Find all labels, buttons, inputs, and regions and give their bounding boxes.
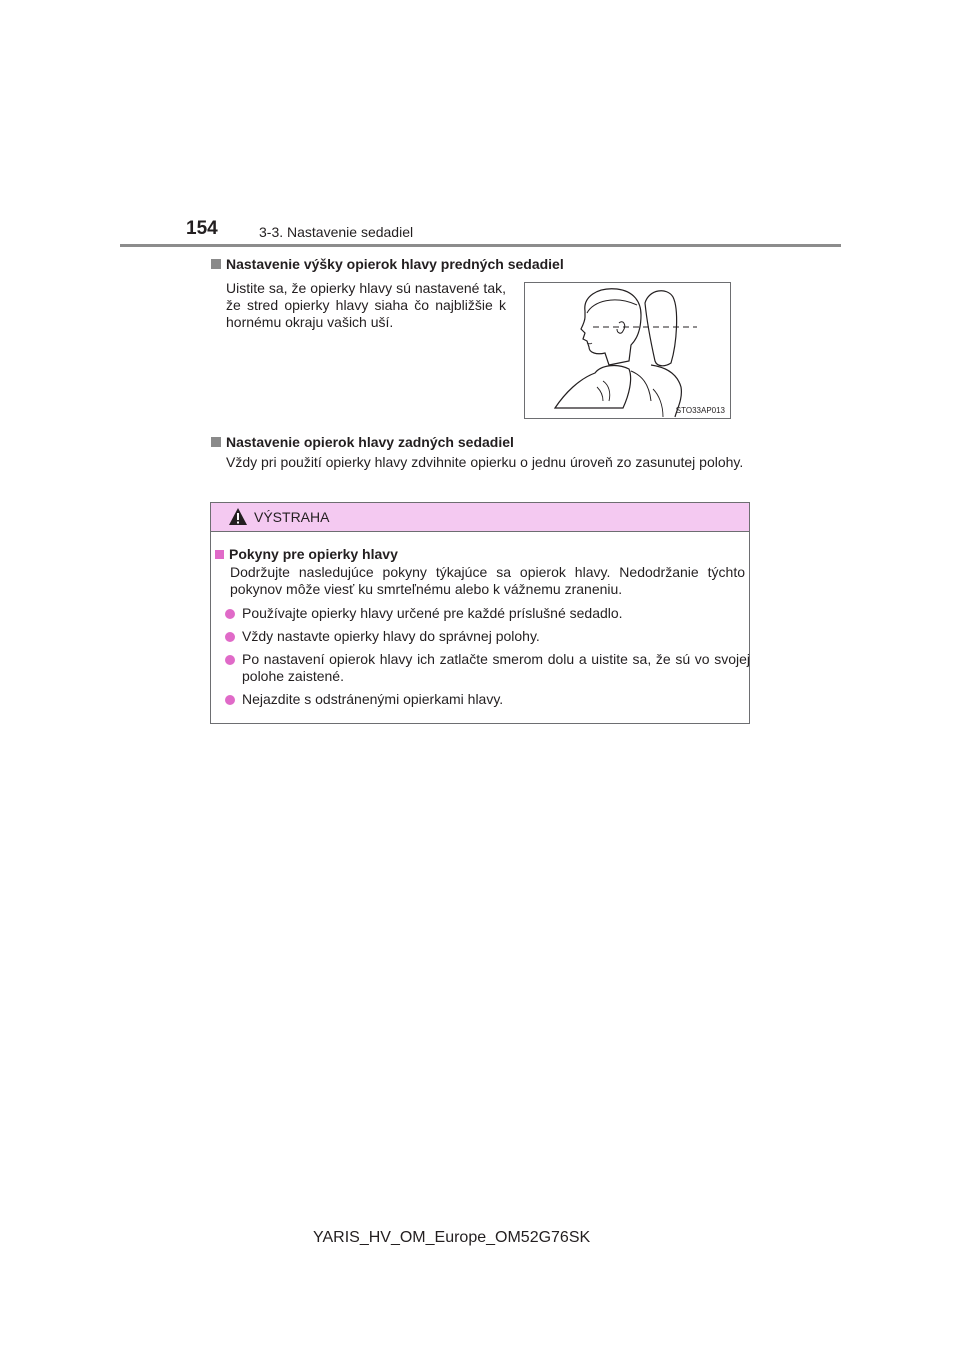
round-bullet-icon	[225, 695, 235, 705]
list-item-text: Po nastavení opierok hlavy ich zatlačte smerom dolu a uistite sa, že sú vo svojej polohe zaistené.	[242, 651, 750, 684]
front-heading-text: Nastavenie výšky opierok hlavy predných sedadiel	[226, 256, 564, 272]
section-title: 3-3. Nastavenie sedadiel	[259, 224, 414, 240]
warning-header	[211, 503, 749, 532]
list-item-text: Vždy nastavte opierky hlavy do správnej polohy.	[242, 628, 540, 644]
front-heading	[211, 256, 564, 272]
warning-title: VÝSTRAHA	[254, 509, 330, 525]
round-bullet-icon	[225, 609, 235, 619]
warning-triangle-icon	[228, 507, 248, 526]
list-item-text: Používajte opierky hlavy určené pre každé príslušné sedadlo.	[242, 605, 623, 621]
square-bullet-icon	[211, 259, 221, 269]
list-item	[225, 651, 750, 685]
list-item	[225, 628, 750, 645]
rear-text: Vždy pri použití opierky hlavy zdvihnite opierku o jednu úroveň zo zasunutej polohy.	[226, 454, 744, 470]
list-item	[225, 605, 750, 622]
rear-heading-text: Nastavenie opierok hlavy zadných sedadiel	[226, 434, 514, 450]
figure-code: STO33AP013	[675, 406, 725, 415]
header-rule	[120, 244, 841, 247]
square-bullet-icon	[211, 437, 221, 447]
square-bullet-icon	[215, 550, 224, 559]
page-number: 154	[186, 218, 218, 239]
headrest-illustration	[525, 283, 730, 418]
rear-heading	[211, 434, 514, 450]
warning-text: Dodržujte nasledujúce pokyny týkajúce sa opierok hlavy. Nedodržanie týchto pokynov môže viesť ku smrteľnému alebo k vážnemu zraneniu.	[230, 564, 745, 597]
footer-doc-id: YARIS_HV_OM_Europe_OM52G76SK	[313, 1229, 591, 1246]
headrest-figure	[524, 282, 731, 419]
warning-subheading-text: Pokyny pre opierky hlavy	[229, 546, 398, 562]
warning-subheading	[215, 546, 398, 562]
list-item-text: Nejazdite s odstránenými opierkami hlavy.	[242, 691, 504, 707]
warning-box	[210, 502, 750, 724]
round-bullet-icon	[225, 632, 235, 642]
list-item	[225, 691, 750, 708]
round-bullet-icon	[225, 655, 235, 665]
front-text: Uistite sa, že opierky hlavy sú nastavené tak, že stred opierky hlavy siaha čo najbližšie k hornému okraju vašich uší.	[226, 280, 506, 330]
